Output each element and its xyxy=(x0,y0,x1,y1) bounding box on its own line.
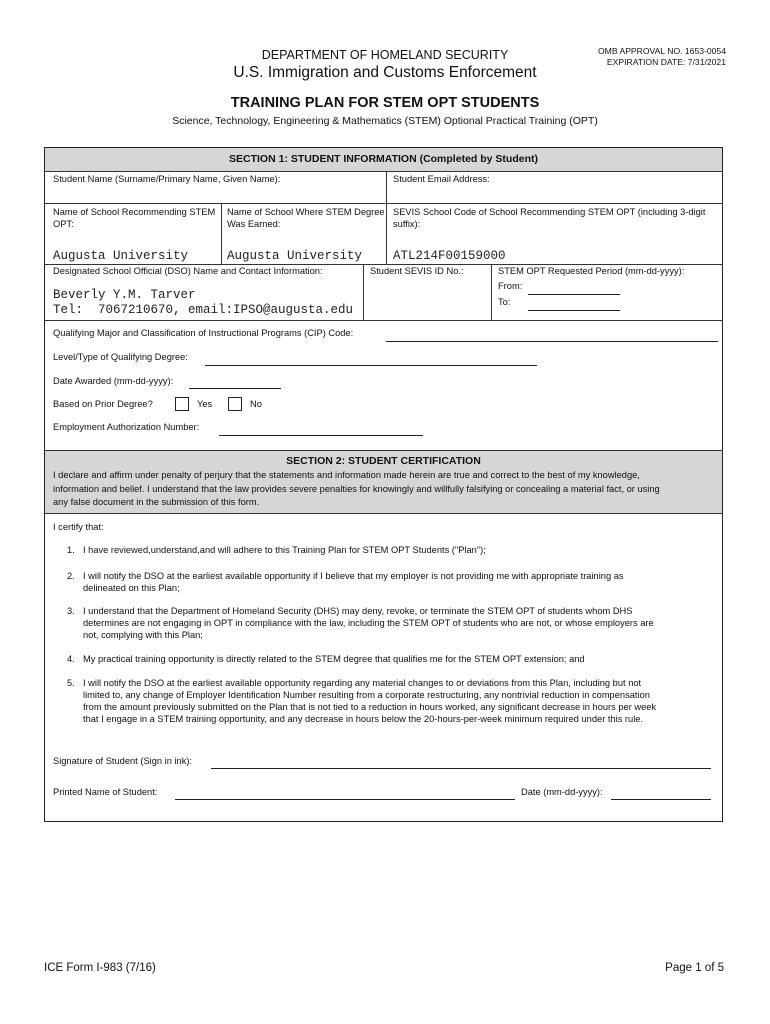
to-label: To: xyxy=(498,297,511,307)
student-name-field[interactable] xyxy=(45,184,385,202)
student-sevis-field[interactable] xyxy=(365,279,489,317)
signature-field[interactable] xyxy=(211,768,711,769)
certification-item-3-line: determines are not engaging in OPT in compliance with the law, including the STEM OPT of students who are not, or whose employers are xyxy=(83,618,654,628)
school-degree-value[interactable]: Augusta University xyxy=(227,249,363,263)
section1-heading: SECTION 1: STUDENT INFORMATION (Completed by Student) xyxy=(229,153,538,165)
prior-degree-label: Based on Prior Degree? xyxy=(53,399,153,409)
agency-name: U.S. Immigration and Customs Enforcement xyxy=(233,64,537,81)
student-sevis-label: Student SEVIS ID No.: xyxy=(370,266,464,276)
expiration-date: EXPIRATION DATE: 7/31/2021 xyxy=(606,57,726,67)
item-number: 4. xyxy=(67,654,75,664)
student-email-label: Student Email Address: xyxy=(393,174,490,184)
level-label: Level/Type of Qualifying Degree: xyxy=(53,352,188,362)
from-date-field[interactable] xyxy=(528,294,620,295)
dso-contact-value[interactable]: Tel: 7067210670, email:IPSO@augusta.edu xyxy=(53,303,354,317)
item-number: 3. xyxy=(67,606,75,616)
department-name: DEPARTMENT OF HOMELAND SECURITY xyxy=(261,48,509,62)
student-email-field[interactable] xyxy=(388,184,721,202)
ead-field[interactable] xyxy=(219,435,423,436)
item-number: 1. xyxy=(67,545,75,555)
cip-field[interactable] xyxy=(386,341,718,342)
certification-item-5-line: that I engage in a STEM training opportunity, and any decrease in hours below the 20-hours-per-week minimum required under this rule. xyxy=(83,714,644,724)
opt-period-label: STEM OPT Requested Period (mm-dd-yyyy): xyxy=(498,266,685,276)
form-frame xyxy=(44,147,723,822)
certification-item-2-line: delineated on this Plan; xyxy=(83,583,180,593)
declaration-line-2: information and belief. I understand that the law provides severe penalties for knowingly and willfully falsifying or concealing a material fact, or using xyxy=(53,484,660,494)
from-label: From: xyxy=(498,281,523,291)
certification-item-5-line: limited to, any change of Employer Identification Number resulting from a corporate restructuring, any nontrivial reduction in compensation xyxy=(83,690,650,700)
student-name-label: Student Name (Surname/Primary Name, Given Name): xyxy=(53,174,281,184)
signature-label: Signature of Student (Sign in ink): xyxy=(53,756,193,766)
no-label: No xyxy=(250,399,262,409)
certification-item-3-line: I understand that the Department of Homeland Security (DHS) may deny, revoke, or terminate the STEM OPT of students whom DHS xyxy=(83,606,633,616)
school-recommending-label: Name of School Recommending STEM OPT: xyxy=(53,207,216,229)
prior-degree-no-checkbox[interactable] xyxy=(228,397,242,411)
yes-label: Yes xyxy=(197,399,213,409)
item-number: 5. xyxy=(67,678,75,688)
certification-item-5-line: from the amount previously submitted on the Plan that is not tied to a reduction in hours worked, any significant decrease in hours per week xyxy=(83,702,657,712)
school-recommending-value[interactable]: Augusta University xyxy=(53,249,189,263)
level-field[interactable] xyxy=(205,365,537,366)
sevis-code-label: SEVIS School Code of School Recommending STEM OPT (including 3-digit suffix): xyxy=(393,207,706,229)
date-field[interactable] xyxy=(611,799,711,800)
form-title: TRAINING PLAN FOR STEM OPT STUDENTS xyxy=(230,95,540,111)
school-degree-label: Name of School Where STEM Degree Was Earned: xyxy=(227,207,385,229)
certification-item-3-line: not, complying with this Plan; xyxy=(83,630,203,640)
printed-name-field[interactable] xyxy=(175,799,515,800)
item-number: 2. xyxy=(67,571,75,581)
ead-label: Employment Authorization Number: xyxy=(53,422,200,432)
declaration-line-3: any false document in the submission of this form. xyxy=(53,497,260,507)
sevis-code-value[interactable]: ATL214F00159000 xyxy=(393,249,506,263)
dso-name-value[interactable]: Beverly Y.M. Tarver xyxy=(53,288,196,302)
form-subtitle: Science, Technology, Engineering & Mathematics (STEM) Optional Practical Training (OPT) xyxy=(172,115,598,127)
certification-item-5-line: I will notify the DSO at the earliest available opportunity regarding any material changes to or deviations from this Plan, including but not xyxy=(83,678,642,688)
omb-info xyxy=(598,46,726,68)
printed-name-label: Printed Name of Student: xyxy=(53,787,158,797)
declaration-line-1: I declare and affirm under penalty of perjury that the statements and information made herein are true and correct to the best of my knowledge, xyxy=(53,470,640,480)
dso-label: Designated School Official (DSO) Name and Contact Information: xyxy=(53,266,323,276)
certification-item-4: My practical training opportunity is directly related to the STEM degree that qualifies me for the STEM OPT extension; and xyxy=(83,654,585,664)
prior-degree-yes-checkbox[interactable] xyxy=(175,397,189,411)
certification-item-2-line: I will notify the DSO at the earliest available opportunity if I believe that my employer is not providing me with appropriate training as xyxy=(83,571,624,581)
to-date-field[interactable] xyxy=(528,310,620,311)
section2-heading: SECTION 2: STUDENT CERTIFICATION xyxy=(286,455,481,467)
certification-item-1: I have reviewed,understand,and will adhere to this Training Plan for STEM OPT Students ("Plan"); xyxy=(83,545,486,555)
date-awarded-label: Date Awarded (mm-dd-yyyy): xyxy=(53,376,174,386)
omb-approval: OMB APPROVAL NO. 1653-0054 xyxy=(597,46,726,56)
date-label: Date (mm-dd-yyyy): xyxy=(521,787,603,797)
certify-intro: I certify that: xyxy=(53,522,104,532)
cip-label: Qualifying Major and Classification of Instructional Programs (CIP) Code: xyxy=(53,328,354,338)
form-id: ICE Form I-983 (7/16) xyxy=(44,962,156,974)
page-number: Page 1 of 5 xyxy=(665,962,724,974)
date-awarded-field[interactable] xyxy=(189,388,281,389)
